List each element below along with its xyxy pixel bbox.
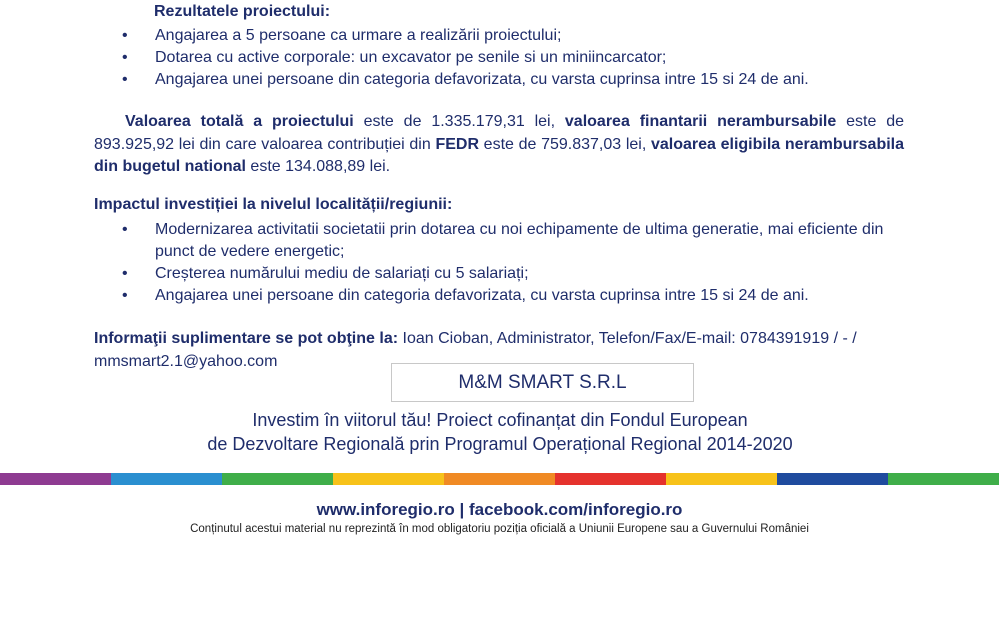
stripe-segment <box>0 473 111 485</box>
stripe-segment <box>555 473 666 485</box>
list-item: • Angajarea unei persoane din categoria defavorizata, cu varsta cuprinsa intre 15 si 24 de ani. <box>122 285 908 307</box>
bullet-icon: • <box>122 27 128 44</box>
company-name-box: M&M SMART S.R.L <box>391 363 694 402</box>
stripe-segment <box>222 473 333 485</box>
tagline-line-2: de Dezvoltare Regională prin Programul Operațional Regional 2014-2020 <box>207 434 793 454</box>
list-item: • Modernizarea activitatii societatii prin dotarea cu noi echipamente de ultima generatie, mai eficiente din punct de vedere energetic; <box>122 221 884 260</box>
bullet-icon: • <box>122 265 128 282</box>
list-item: • Creșterea numărului mediu de salariați cu 5 salariați; <box>122 263 908 285</box>
stripe-segment <box>444 473 555 485</box>
results-heading: Rezultatele proiectului: <box>154 3 331 20</box>
results-list <box>122 25 908 91</box>
stripe-segment <box>111 473 222 485</box>
list-item: • Angajarea unei persoane din categoria defavorizata, cu varsta cuprinsa intre 15 si 24 de ani. <box>122 69 908 91</box>
contact-label: Informaţii suplimentare se pot obţine la: <box>94 330 399 347</box>
color-stripe <box>0 473 999 485</box>
bullet-icon: • <box>122 287 128 304</box>
project-value-paragraph: Valoarea totală a proiectului este de 1.335.179,31 lei, valoarea finantarii nerambursabile este de 893.925,92 lei din care valoarea contribuției din FEDR este de 759.837,03 lei, valoarea eligibila nerambursabila din bugetul national este 134.088,89 lei. <box>94 113 905 175</box>
stripe-segment <box>666 473 777 485</box>
financing-label: valoarea finantarii nerambursabile <box>564 113 837 130</box>
tagline-line-1: Investim în viitorul tău! Proiect cofinanțat din Fondul European <box>252 410 748 430</box>
stripe-segment <box>333 473 444 485</box>
total-value-label: Valoarea totală a proiectului <box>125 113 354 130</box>
bullet-icon: • <box>122 221 128 238</box>
stripe-segment <box>888 473 999 485</box>
impact-heading: Impactul investiției la nivelul localității/regiunii: <box>94 196 453 213</box>
contact-details: Ioan Cioban, Administrator, Telefon/Fax/E-mail: 0784391919 / - / mmsmart2.1@yahoo.com <box>94 330 857 370</box>
bullet-icon: • <box>122 49 128 66</box>
list-item: • Dotarea cu active corporale: un excavator pe senile si un miniincarcator; <box>122 47 908 69</box>
impact-list <box>122 219 908 307</box>
stripe-segment <box>777 473 888 485</box>
fedr-label: FEDR <box>435 135 479 153</box>
eligible-label: valoarea eligibila nerambursabila din bugetul national <box>94 135 905 175</box>
footer-disclaimer: Conținutul acestui material nu reprezintă în mod obligatoriu poziția oficială a Uniunii Europene sau a Guvernului României <box>190 523 809 535</box>
bullet-icon: • <box>122 71 128 88</box>
footer-web-links[interactable]: www.inforegio.ro | facebook.com/inforegio.ro <box>316 500 683 519</box>
list-item: • Angajarea a 5 persoane ca urmare a realizării proiectului; <box>122 25 908 47</box>
